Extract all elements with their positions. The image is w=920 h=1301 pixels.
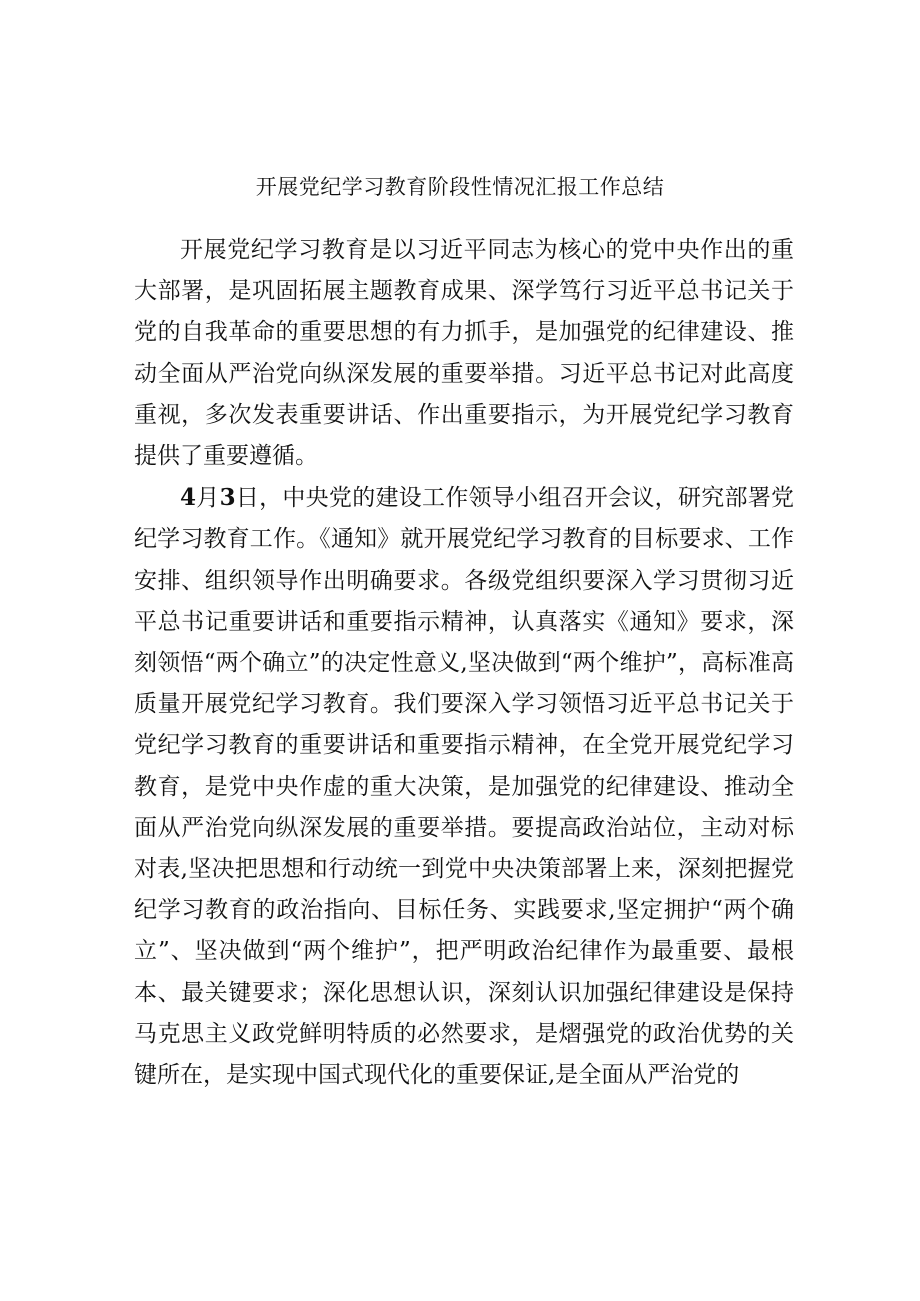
paragraph-2-text: ，中央党的建设工作领导小组召开会议，研究部署党纪学习教育工作。《通知》就开展党纪学习教育的目标要求、工作安排、组织领导作出明确要求。各级党组织要深入学习贯彻习近平总书记重要讲话和重要指示精神，认真落实《通知》要求，深刻领悟“两个确立”的决定性意义,坚决做到“两个维护”，高标准高质量开展党纪学习教育。我们要深入学习领悟习近平总书记关于党纪学习教育的重要讲话和重要指示精神，在全党开展党纪学习教育，是党中央作虚的重大决策，是加强党的纪律建设、推动全面从严治党向纵深发展的重要举措。要提高政治站位，主动对标对表,坚决把思想和行动统一到党中央决策部署上来，深刻把握党纪学习教育的政治指向、目标任务、实践要求,坚定拥护“两个确立”、坚决做到“两个维护”，把严明政治纪律作为最重要、最根本、最关键要求；深化思想认识，深刻认识加强纪律建设是保持马克思主义政党鲜明特质的必然要求，是熠强党的政治优势的关键所在，是实现中国式现代化的重要保证,是全面从严治党的 bbox=[134, 485, 795, 1089]
paragraph-2 bbox=[134, 477, 794, 1096]
document-body bbox=[134, 230, 794, 1096]
paragraph-1: 开展党纪学习教育是以习近平同志为核心的党中央作出的重大部署，是巩固拓展主题教育成果、深学笃行习近平总书记关于党的自我革命的重要思想的有力抓手，是加强党的纪律建设、推动全面从严治党向纵深发展的重要举措。习近平总书记对此高度重视，多次发表重要讲话、作出重要指示，为开展党纪学习教育提供了重要遵循。 bbox=[134, 237, 794, 470]
date-day-unit: 日 bbox=[235, 485, 260, 512]
date-day: 3 bbox=[219, 484, 236, 512]
date-month: 4 bbox=[180, 484, 197, 512]
date-month-unit: 月 bbox=[196, 485, 220, 512]
document-title: 开展党纪学习教育阶段性情况汇报工作总结 bbox=[255, 175, 665, 199]
